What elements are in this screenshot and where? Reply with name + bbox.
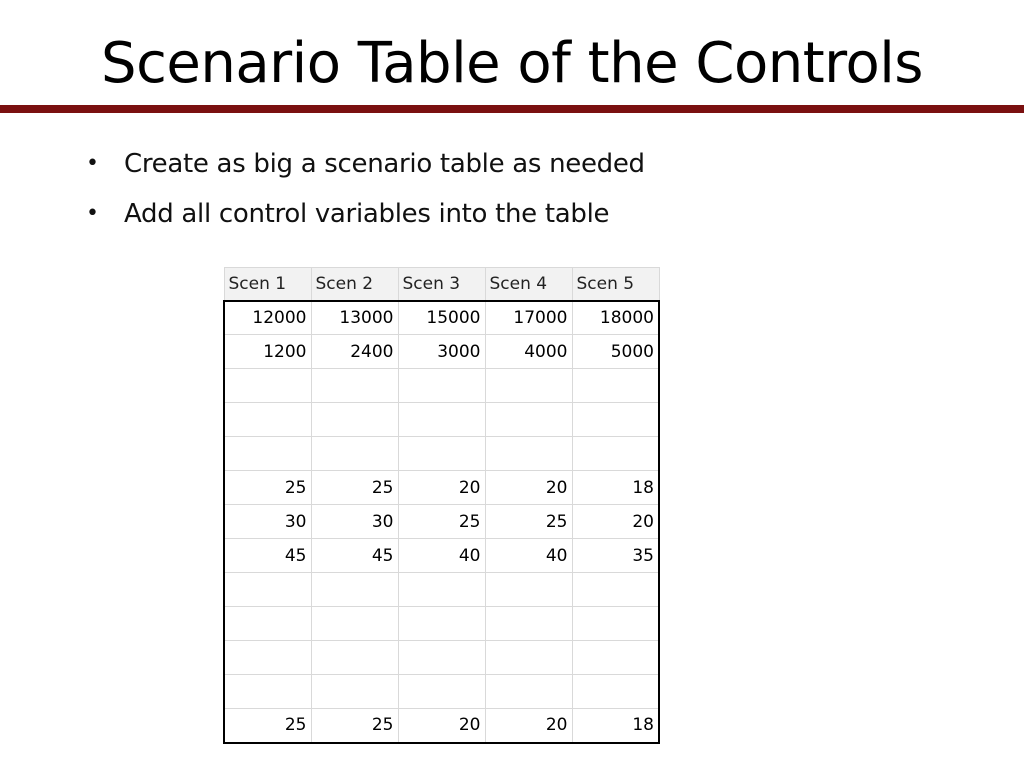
table-cell[interactable]: 18 — [572, 709, 659, 743]
bullet-text: Add all control variables into the table — [124, 199, 610, 229]
table-cell[interactable]: 45 — [224, 539, 311, 573]
table-cell[interactable] — [224, 403, 311, 437]
table-cell[interactable] — [224, 675, 311, 709]
bullet-list — [86, 144, 645, 244]
bullet-item — [86, 144, 645, 194]
table-cell[interactable]: 25 — [224, 709, 311, 743]
table-cell[interactable] — [311, 675, 398, 709]
table-cell[interactable] — [485, 675, 572, 709]
table-cell[interactable] — [398, 369, 485, 403]
table-cell[interactable] — [311, 437, 398, 471]
table-cell[interactable]: 2400 — [311, 335, 398, 369]
table-cell[interactable]: 45 — [311, 539, 398, 573]
table-cell[interactable] — [485, 403, 572, 437]
table-cell[interactable]: 25 — [311, 471, 398, 505]
table-cell[interactable]: 1200 — [224, 335, 311, 369]
table-cell[interactable] — [572, 675, 659, 709]
table-row — [224, 369, 659, 403]
table-cell[interactable] — [311, 607, 398, 641]
table-cell[interactable] — [398, 607, 485, 641]
table-cell[interactable] — [398, 675, 485, 709]
table-cell[interactable] — [572, 403, 659, 437]
table-cell[interactable]: 18000 — [572, 301, 659, 335]
table-header — [224, 268, 659, 301]
table-row — [224, 709, 659, 743]
table-cell[interactable]: 4000 — [485, 335, 572, 369]
table-row — [224, 675, 659, 709]
table-row — [224, 335, 659, 369]
table-cell[interactable] — [572, 573, 659, 607]
bullet-dot-icon: • — [86, 201, 99, 226]
table-cell[interactable] — [398, 573, 485, 607]
table-cell[interactable] — [485, 573, 572, 607]
table-cell[interactable]: 15000 — [398, 301, 485, 335]
table-cell[interactable] — [485, 369, 572, 403]
table-cell[interactable]: 40 — [398, 539, 485, 573]
table-cell[interactable]: 30 — [224, 505, 311, 539]
column-header: Scen 2 — [311, 268, 398, 301]
bullet-text: Create as big a scenario table as needed — [124, 149, 645, 179]
table-row — [224, 539, 659, 573]
slide-title: Scenario Table of the Controls — [101, 31, 923, 96]
table-row — [224, 573, 659, 607]
table-cell[interactable]: 25 — [311, 709, 398, 743]
title-divider — [0, 105, 1024, 113]
table-cell[interactable] — [224, 369, 311, 403]
table-cell[interactable]: 35 — [572, 539, 659, 573]
table-cell[interactable] — [485, 437, 572, 471]
table-cell[interactable]: 12000 — [224, 301, 311, 335]
scenario-table — [223, 267, 660, 744]
table-cell[interactable]: 30 — [311, 505, 398, 539]
table-cell[interactable]: 20 — [485, 709, 572, 743]
table-cell[interactable]: 20 — [572, 505, 659, 539]
table-row — [224, 301, 659, 335]
column-header: Scen 4 — [485, 268, 572, 301]
column-header: Scen 3 — [398, 268, 485, 301]
table-cell[interactable] — [398, 403, 485, 437]
table-cell[interactable] — [224, 641, 311, 675]
table-cell[interactable]: 20 — [485, 471, 572, 505]
table-cell[interactable] — [485, 607, 572, 641]
table-cell[interactable]: 5000 — [572, 335, 659, 369]
table-cell[interactable]: 3000 — [398, 335, 485, 369]
table-cell[interactable] — [485, 641, 572, 675]
table-body — [224, 301, 659, 743]
table-cell[interactable] — [572, 607, 659, 641]
table-row — [224, 641, 659, 675]
table-cell[interactable] — [311, 573, 398, 607]
table-cell[interactable] — [224, 437, 311, 471]
table-cell[interactable] — [572, 641, 659, 675]
table-cell[interactable] — [398, 437, 485, 471]
table-cell[interactable]: 13000 — [311, 301, 398, 335]
bullet-dot-icon: • — [86, 151, 99, 176]
table-cell[interactable]: 40 — [485, 539, 572, 573]
table-cell[interactable] — [224, 607, 311, 641]
bullet-item — [86, 194, 645, 244]
table-cell[interactable] — [311, 369, 398, 403]
table-cell[interactable]: 25 — [224, 471, 311, 505]
table-row — [224, 607, 659, 641]
column-header: Scen 1 — [224, 268, 311, 301]
table-row — [224, 471, 659, 505]
table-cell[interactable]: 25 — [398, 505, 485, 539]
table-cell[interactable]: 17000 — [485, 301, 572, 335]
header-row — [224, 268, 659, 301]
table-cell[interactable] — [572, 437, 659, 471]
table-row — [224, 437, 659, 471]
table-cell[interactable]: 20 — [398, 471, 485, 505]
table-cell[interactable]: 20 — [398, 709, 485, 743]
table-cell[interactable] — [224, 573, 311, 607]
table-row — [224, 403, 659, 437]
table-cell[interactable] — [311, 641, 398, 675]
table-cell[interactable] — [398, 641, 485, 675]
table-row — [224, 505, 659, 539]
table-cell[interactable]: 25 — [485, 505, 572, 539]
column-header: Scen 5 — [572, 268, 659, 301]
table-cell[interactable] — [311, 403, 398, 437]
table-cell[interactable] — [572, 369, 659, 403]
table-cell[interactable]: 18 — [572, 471, 659, 505]
